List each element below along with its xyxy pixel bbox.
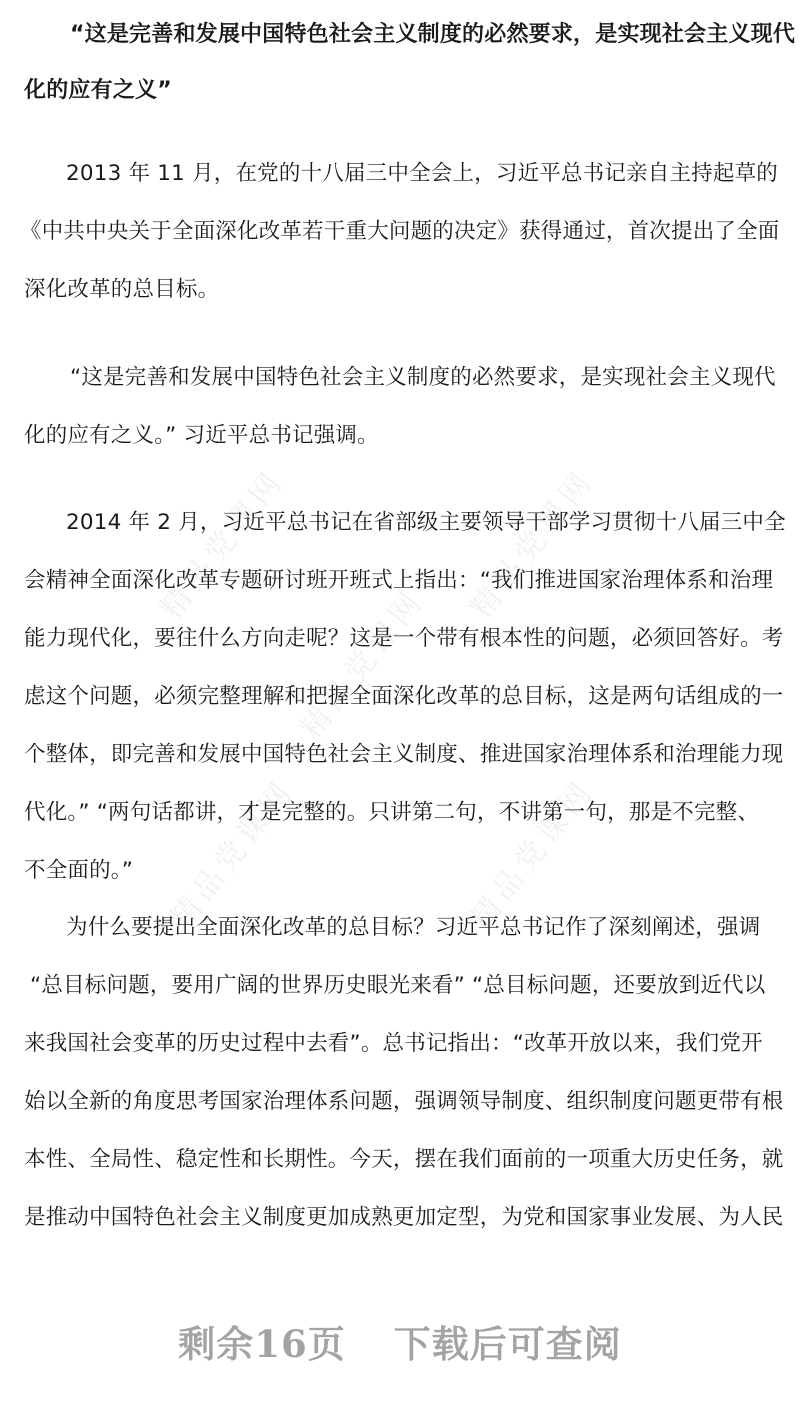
paragraph-line: 《中共中央关于全面深化改革若干重大问题的决定》获得通过，首次提出了全面	[20, 219, 780, 244]
watermark: 精品党课网	[463, 462, 602, 626]
paragraph-line: 个整体，即完善和发展中国特色社会主义制度、推进国家治理体系和治理能力现	[24, 742, 784, 767]
paragraph-line: 本性、全局性、稳定性和长期性。今天，摆在我们面前的一项重大历史任务，就	[24, 1147, 784, 1172]
paragraph-line: 2013 年 11 月，在党的十八届三中全会上，习近平总书记亲自主持起草的	[66, 161, 778, 186]
paragraph-line: 是推动中国特色社会主义制度更加成熟更加定型，为党和国家事业发展、为人民	[24, 1205, 784, 1230]
paragraph-line: “这是完善和发展中国特色社会主义制度的必然要求，是实现社会主义现代	[70, 365, 776, 390]
paragraph-line: 不全面的。”	[24, 858, 134, 883]
download-hint-label: 下载后可查阅	[393, 1322, 622, 1366]
watermark: 精品党课网	[293, 582, 432, 746]
paragraph-line: 化的应有之义。” 习近平总书记强调。	[24, 423, 379, 448]
download-prompt[interactable]	[0, 1314, 800, 1368]
watermark: 精品党课网	[153, 462, 292, 626]
remaining-pages-label: 剩余16页	[178, 1322, 346, 1366]
watermark: 精品党课网	[463, 772, 602, 936]
paragraph-line: “总目标问题，要用广阔的世界历史眼光来看” “总目标问题，还要放到近代以	[30, 973, 766, 998]
paragraph-line: 深化改革的总目标。	[24, 277, 220, 302]
paragraph-line: 虑这个问题，必须完整理解和把握全面深化改革的总目标，这是两句话组成的一	[24, 684, 784, 709]
heading-line: 化的应有之义”	[24, 78, 172, 103]
paragraph-line: 会精神全面深化改革专题研讨班开班式上指出：“我们推进国家治理体系和治理	[24, 568, 774, 593]
paragraph-line: 代化。” “两句话都讲，才是完整的。只讲第二句，不讲第一句，那是不完整、	[24, 800, 760, 825]
paragraph-line: 来我国社会变革的历史过程中去看”。总书记指出：“改革开放以来，我们党开	[24, 1031, 763, 1056]
paragraph-line: 能力现代化，要往什么方向走呢？这是一个带有根本性的问题，必须回答好。考	[24, 626, 784, 651]
watermark: 精品党课网	[163, 772, 302, 936]
heading-line: “这是完善和发展中国特色社会主义制度的必然要求，是实现社会主义现代	[70, 22, 796, 47]
paragraph-line: 始以全新的角度思考国家治理体系问题，强调领导制度、组织制度问题更带有根	[24, 1089, 784, 1114]
paragraph-line: 为什么要提出全面深化改革的总目标？习近平总书记作了深刻阐述，强调	[66, 915, 761, 940]
paragraph-line: 2014 年 2 月，习近平总书记在省部级主要领导干部学习贯彻十八届三中全	[66, 510, 786, 535]
